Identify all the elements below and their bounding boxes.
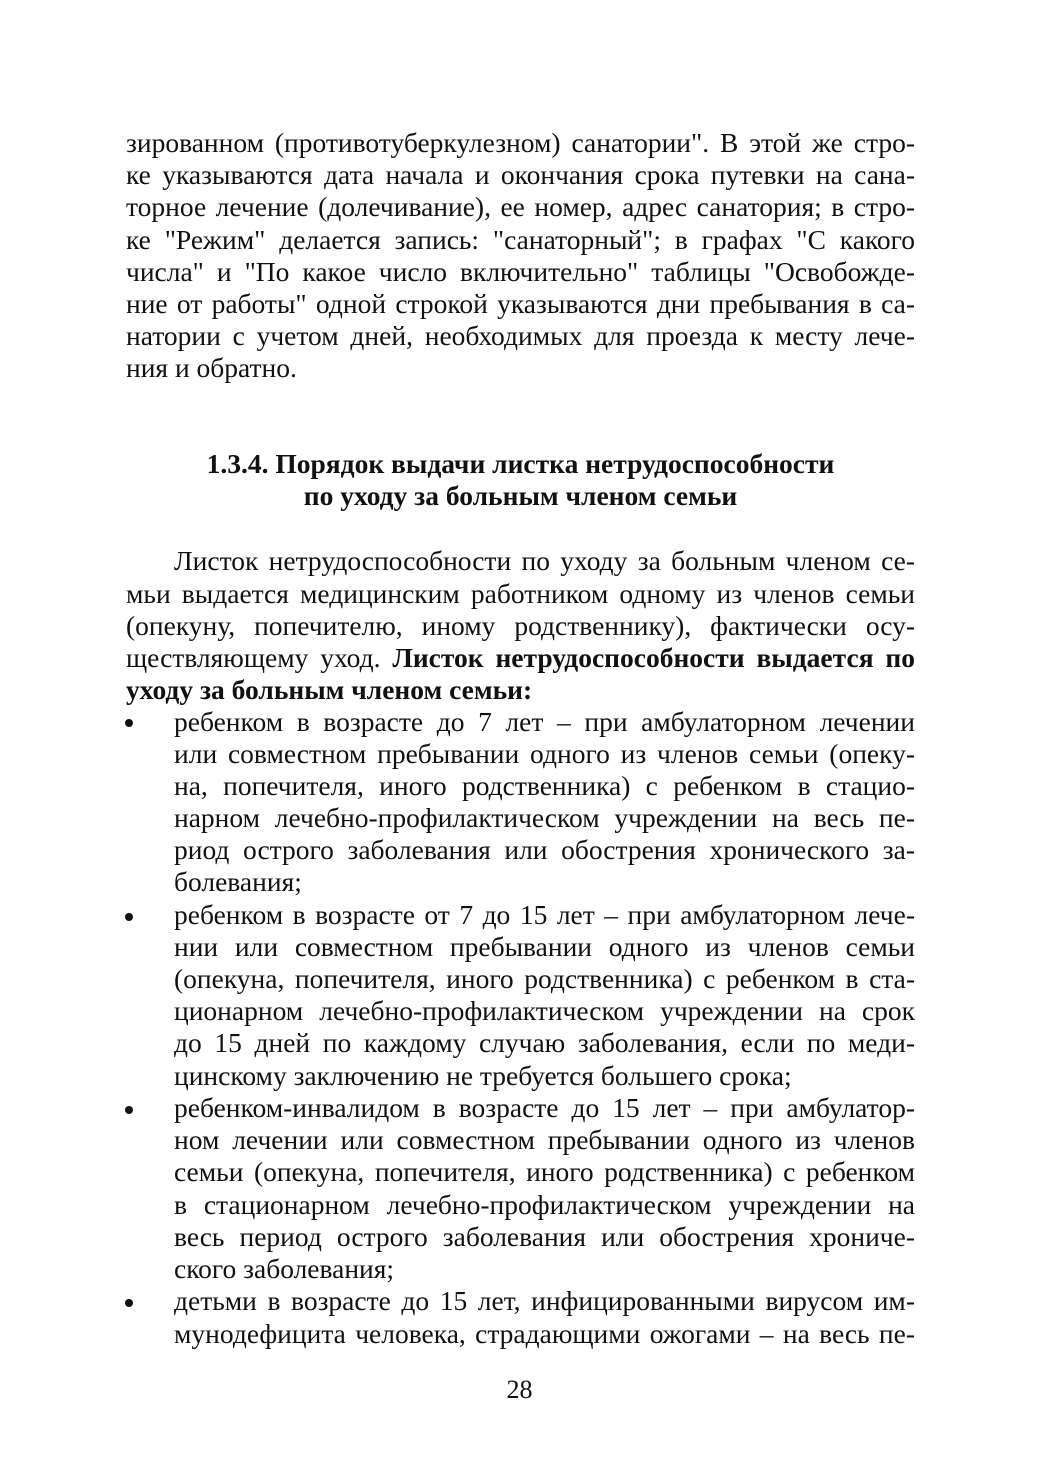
list-item-line: нии или совместном пребывании одного из членов семьи (174, 931, 915, 962)
intro-line-first: Листок нетрудоспособности по уходу за больным членом се- (174, 545, 915, 576)
list-item-line: (опекуна, попечителя, иного родственника) с ребенком в ста- (174, 963, 915, 994)
list-item-line-last: болевания; (174, 866, 302, 897)
list-item-line: до 15 дней по каждому случаю заболевания, если по меди- (174, 1027, 915, 1058)
list-item-line: риод острого заболевания или обострения хронического за- (174, 834, 915, 865)
list-item-line: ном лечении или совместном пребывании одного из членов (174, 1124, 915, 1155)
list-item-line: или совместном пребывании одного из членов семьи (опеку- (174, 738, 915, 769)
list-item-line: весь период острого заболевания или обострения хрониче- (174, 1221, 915, 1252)
paragraph-line: числа" и "По какое число включительно" таблицы "Освобожде- (126, 256, 915, 287)
list-item-line-last: цинскому заключению не требуется большего срока; (174, 1060, 792, 1091)
intro-line-regular-part: ществляющему уход. (126, 642, 393, 673)
paragraph-line: натории с учетом дней, необходимых для проезда к месту лече- (126, 320, 915, 351)
paragraph-line: зированном (противотуберкулезном) санатории". В этой же стро- (126, 127, 915, 158)
bullet-icon (125, 1299, 133, 1307)
bullet-icon (125, 1106, 133, 1114)
list-item-line: нарном лечебно-профилактическом учреждении на весь пе- (174, 802, 915, 833)
paragraph-line: торное лечение (долечивание), ее номер, адрес санатория; в стро- (126, 191, 915, 222)
paragraph-line: ке указываются дата начала и окончания срока путевки на сана- (126, 159, 915, 190)
list-item-line: ребенком в возрасте от 7 до 15 лет – при амбулаторном лече- (174, 899, 915, 930)
paragraph-line: ке "Режим" делается запись: "санаторный"; в графах "С какого (126, 224, 915, 255)
paragraph-line-last: ния и обратно. (126, 352, 297, 383)
intro-line-bold: уходу за больным членом семьи: (126, 674, 533, 705)
page-number: 28 (506, 1375, 533, 1404)
bullet-icon (125, 913, 133, 921)
intro-line-bold-part: Листок нетрудоспособности выдается по (392, 642, 915, 673)
section-heading-line-1: 1.3.4. Порядок выдачи листка нетрудоспособности (206, 448, 835, 479)
list-item-line: ребенком в возрасте до 7 лет – при амбулаторном лечении (174, 706, 915, 737)
list-item-line: мунодефицита человека, страдающими ожогами – на весь пе- (174, 1318, 915, 1349)
intro-line: мьи выдается медицинским работником одному из членов семьи (126, 578, 915, 609)
list-item-line: на, попечителя, иного родственника) с ребенком в стацио- (174, 770, 915, 801)
list-item-line: ребенком-инвалидом в возрасте до 15 лет – при амбулатор- (174, 1092, 915, 1123)
intro-line-mixed (126, 642, 915, 675)
list-item-line: семьи (опекуна, попечителя, иного родственника) с ребенком (174, 1156, 915, 1187)
list-item-line: детьми в возрасте до 15 лет, инфицированными вирусом им- (174, 1285, 915, 1316)
list-item-line: ционарном лечебно-профилактическом учреждении на срок (174, 995, 915, 1026)
list-item-line-last: ского заболевания; (174, 1253, 395, 1284)
section-heading-line-2: по уходу за больным членом семьи (303, 480, 738, 511)
intro-line: (опекуну, попечителю, иному родственнику), фактически осу- (126, 610, 915, 641)
paragraph-line: ние от работы" одной строкой указываются дни пребывания в са- (126, 288, 915, 319)
list-item-line: в стационарном лечебно-профилактическом учреждении на (174, 1189, 915, 1220)
bullet-icon (125, 719, 133, 727)
